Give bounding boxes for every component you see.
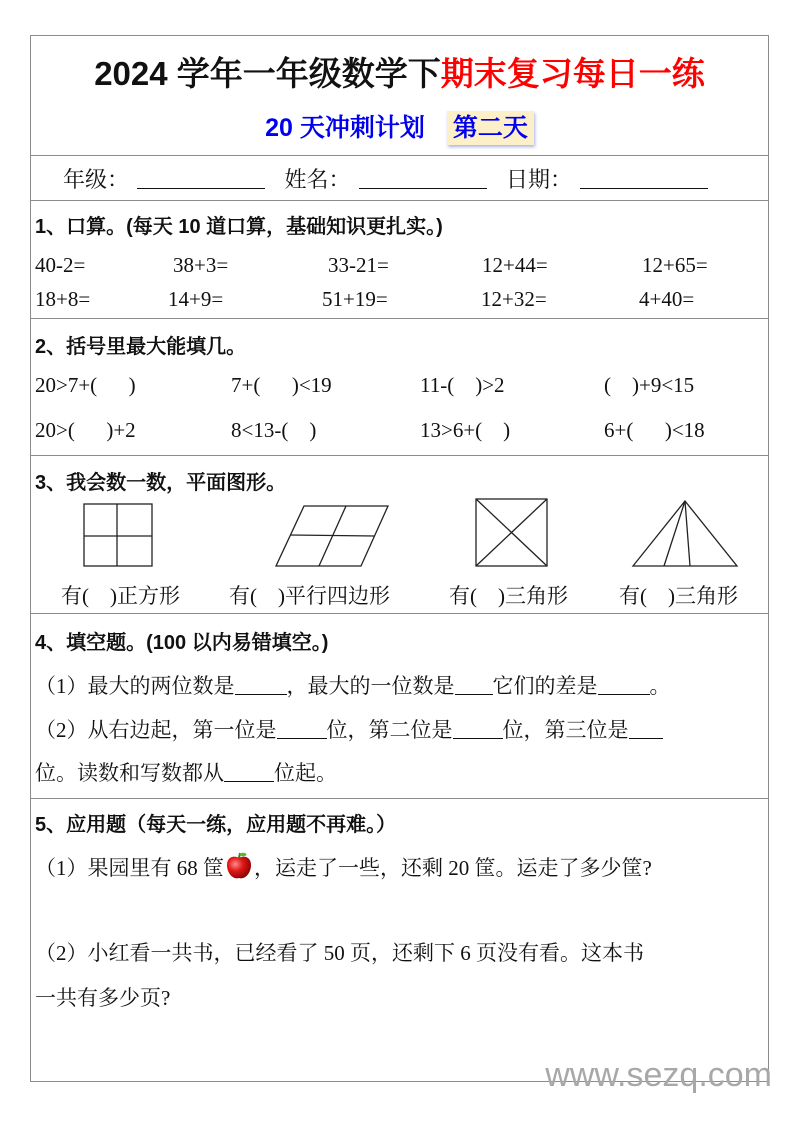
fill-question-2: （2）从右边起，第一位是 位，第二位是 位，第三位是 xyxy=(35,714,663,744)
shape-answer[interactable]: 有( )正方形 xyxy=(61,584,180,608)
problem: 6+( )<18 xyxy=(604,418,705,442)
problem: 20>( )+2 xyxy=(35,418,136,442)
watermark: www.sezq.com xyxy=(545,1056,772,1094)
blank[interactable] xyxy=(455,676,493,695)
date-field[interactable] xyxy=(580,168,708,189)
grade-label: 年级： xyxy=(63,167,130,192)
problem: 18+8= xyxy=(35,287,91,311)
section-fill-in xyxy=(31,614,768,799)
name-label: 姓名： xyxy=(284,167,351,192)
parallelogram-grid-icon xyxy=(276,506,388,566)
fill-question-1: （1）最大的两位数是 ，最大的一位数是 它们的差是 。 xyxy=(35,674,671,698)
problem: 12+65= xyxy=(642,253,708,277)
square-grid-icon xyxy=(84,504,152,566)
section-mental-arithmetic xyxy=(31,200,768,319)
section-3-heading: 3、我会数一数，平面图形。 xyxy=(35,472,287,494)
problem: 33-21= xyxy=(328,253,389,277)
name-field[interactable] xyxy=(359,168,487,189)
blank[interactable] xyxy=(224,763,274,782)
subtitle-text: 20 天冲刺计划 xyxy=(265,114,425,142)
shape-answer[interactable]: 有( )三角形 xyxy=(449,584,568,608)
title-black: 2024 学年一年级数学下 xyxy=(94,55,441,92)
rectangle-diagonals-icon xyxy=(476,499,547,566)
blank[interactable] xyxy=(235,676,287,695)
apple-icon xyxy=(224,851,254,881)
worksheet xyxy=(30,35,769,1082)
word-problem-2: （2）小红看一共书，已经看了 50 页，还剩下 6 页没有看。这本书 xyxy=(35,941,644,965)
blank[interactable] xyxy=(629,720,663,739)
problem: 13>6+( ) xyxy=(420,418,511,442)
section-4-heading: 4、填空题。(100 以内易错填空。) xyxy=(35,632,329,654)
section-1-heading: 1、口算。(每天 10 道口算，基础知识更扎实。) xyxy=(35,216,443,238)
fill-question-2-continued: 位。读数和写数都从 位起。 xyxy=(35,761,337,785)
word-problem-1: （1）果园里有 68 筐 ，运走了一些，还剩 20 筐。运走了多少筐? xyxy=(35,851,652,882)
grade-field[interactable] xyxy=(137,168,265,189)
problem: 12+44= xyxy=(482,253,548,277)
blank[interactable] xyxy=(598,676,650,695)
section-2-heading: 2、括号里最大能填几。 xyxy=(35,336,247,358)
triangle-cevians-icon xyxy=(633,501,737,566)
header-section xyxy=(31,36,768,156)
problem: 8<13-( ) xyxy=(231,418,317,442)
blank[interactable] xyxy=(277,720,327,739)
problem: 38+3= xyxy=(173,253,229,277)
shape-answer[interactable]: 有( )三角形 xyxy=(619,584,738,608)
section-brackets xyxy=(31,319,768,456)
problem: 14+9= xyxy=(168,287,224,311)
problem: 11-( )>2 xyxy=(420,373,505,397)
problem: 7+( )<19 xyxy=(231,373,332,397)
section-word-problems xyxy=(31,799,768,1083)
section-5-heading: 5、应用题（每天一练，应用题不再难。） xyxy=(35,814,397,836)
student-info-row xyxy=(63,163,722,194)
section-shapes xyxy=(31,456,768,614)
problem: 12+32= xyxy=(481,287,547,311)
blank[interactable] xyxy=(453,720,503,739)
shape-answer[interactable]: 有( )平行四边形 xyxy=(229,584,390,608)
problem: 51+19= xyxy=(322,287,388,311)
title-red: 期末复习每日一练 xyxy=(440,55,705,92)
day-badge: 第二天 xyxy=(447,111,534,145)
page-title xyxy=(31,48,768,95)
problem: 20>7+( ) xyxy=(35,373,136,397)
problem: 40-2= xyxy=(35,253,86,277)
word-problem-2-continued: 一共有多少页? xyxy=(35,986,171,1010)
problem: 4+40= xyxy=(639,287,695,311)
date-label: 日期： xyxy=(506,167,573,192)
subtitle xyxy=(31,108,768,145)
problem: ( )+9<15 xyxy=(604,373,695,397)
